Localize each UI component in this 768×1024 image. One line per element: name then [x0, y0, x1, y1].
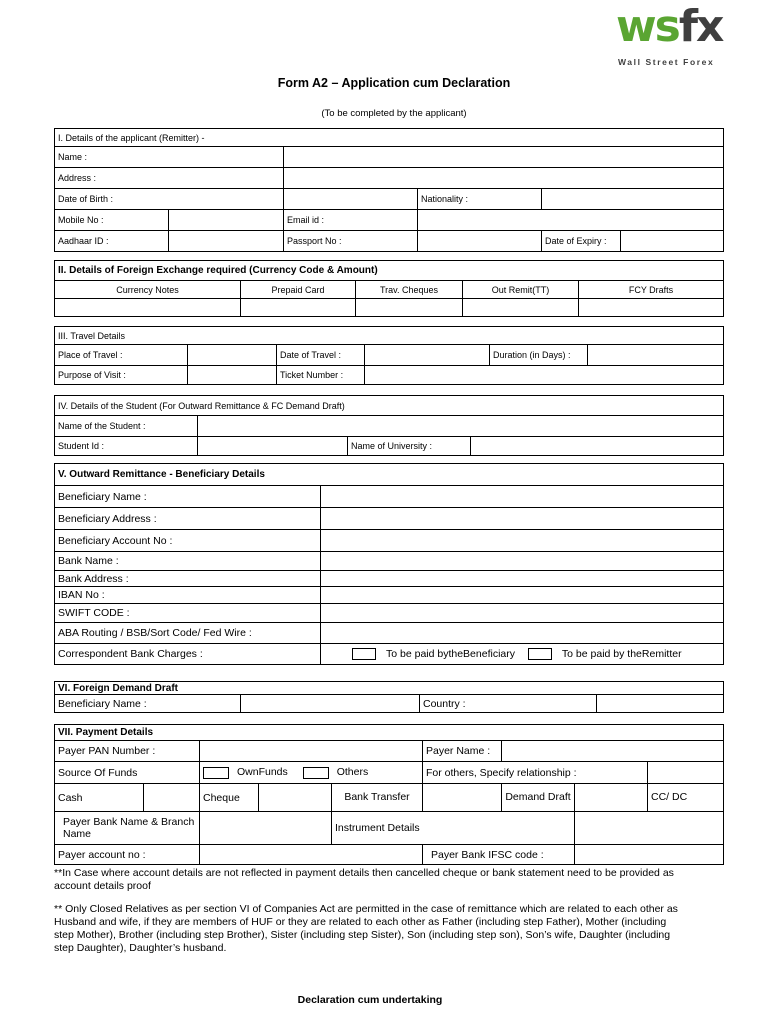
paid-by-remitter-checkbox[interactable]	[528, 648, 552, 660]
payer-name-label: Payer Name :	[423, 741, 502, 762]
purpose-label: Purpose of Visit :	[55, 366, 188, 385]
declaration-heading: Declaration cum undertaking	[297, 994, 443, 1006]
section-payment	[54, 724, 724, 865]
place-field[interactable]	[188, 345, 277, 366]
bank-name-label: Bank Name :	[55, 552, 321, 571]
ifsc-label: Payer Bank IFSC code :	[423, 845, 575, 865]
swift-field[interactable]	[321, 604, 724, 623]
bank-transfer-label: Bank Transfer	[332, 784, 423, 812]
bank-branch-field[interactable]	[200, 812, 332, 845]
beneficiary-name-label: Beneficiary Name :	[55, 486, 321, 508]
fcy-drafts-field[interactable]	[579, 299, 724, 317]
section-student-heading: IV. Details of the Student (For Outward Remittance & FC Demand Draft)	[55, 396, 724, 416]
place-label: Place of Travel :	[55, 345, 188, 366]
account-no-field[interactable]	[200, 845, 423, 865]
aba-routing-label: ABA Routing / BSB/Sort Code/ Fed Wire :	[55, 623, 321, 644]
country-label: Country :	[420, 695, 597, 713]
trav-cheques-field[interactable]	[356, 299, 463, 317]
section-travel-heading: III. Travel Details	[55, 327, 724, 345]
applicant-name-field[interactable]	[284, 147, 724, 168]
country-field[interactable]	[597, 695, 724, 713]
section-payment-heading: VII. Payment Details	[55, 725, 724, 741]
student-id-label: Student Id :	[55, 437, 198, 456]
account-no-label: Payer account no :	[55, 845, 200, 865]
bank-address-field[interactable]	[321, 571, 724, 587]
university-label: Name of University :	[348, 437, 471, 456]
currency-notes-field[interactable]	[55, 299, 241, 317]
nationality-field[interactable]	[542, 189, 724, 210]
section-forex	[54, 260, 724, 317]
wsfx-logo	[616, 1, 734, 67]
out-remit-header: Out Remit(TT)	[463, 281, 579, 299]
passport-field[interactable]	[418, 231, 542, 252]
ticket-field[interactable]	[365, 366, 724, 385]
section-applicant	[54, 128, 724, 252]
logo-tagline: Wall Street Forex	[618, 57, 715, 67]
own-funds-label: OwnFunds	[237, 766, 288, 779]
ifsc-field[interactable]	[575, 845, 724, 865]
bank-charges-options	[321, 644, 724, 665]
iban-label: IBAN No :	[55, 587, 321, 604]
source-funds-label: Source Of Funds	[55, 762, 200, 784]
dob-field[interactable]	[284, 189, 418, 210]
address-label: Address :	[55, 168, 284, 189]
aadhaar-field[interactable]	[169, 231, 284, 252]
aadhaar-label: Aadhaar ID :	[55, 231, 169, 252]
cash-label: Cash	[55, 784, 144, 812]
bank-name-field[interactable]	[321, 552, 724, 571]
specify-relationship-label: For others, Specify relationship :	[423, 762, 648, 784]
aba-routing-field[interactable]	[321, 623, 724, 644]
purpose-field[interactable]	[188, 366, 277, 385]
bank-address-label: Bank Address :	[55, 571, 321, 587]
email-field[interactable]	[418, 210, 724, 231]
section-travel	[54, 326, 724, 385]
beneficiary-name-field[interactable]	[321, 486, 724, 508]
student-name-field[interactable]	[198, 416, 724, 437]
demand-draft-field[interactable]	[575, 784, 648, 812]
out-remit-field[interactable]	[463, 299, 579, 317]
beneficiary-address-field[interactable]	[321, 508, 724, 530]
duration-label: Duration (in Days) :	[490, 345, 588, 366]
passport-label: Passport No :	[284, 231, 418, 252]
dob-label: Date of Birth :	[55, 189, 284, 210]
own-funds-checkbox[interactable]	[203, 767, 229, 779]
swift-label: SWIFT CODE :	[55, 604, 321, 623]
section-beneficiary-heading: V. Outward Remittance - Beneficiary Details	[55, 464, 724, 486]
currency-notes-header: Currency Notes	[55, 281, 241, 299]
instrument-field[interactable]	[575, 812, 724, 845]
paid-by-beneficiary-label: To be paid bytheBeneficiary	[386, 647, 515, 660]
section-applicant-heading: I. Details of the applicant (Remitter) -	[55, 129, 724, 147]
section-forex-heading: II. Details of Foreign Exchange required (Currency Code & Amount)	[55, 261, 724, 281]
student-id-field[interactable]	[198, 437, 348, 456]
duration-field[interactable]	[588, 345, 724, 366]
nationality-label: Nationality :	[418, 189, 542, 210]
prepaid-card-field[interactable]	[241, 299, 356, 317]
ticket-label: Ticket Number :	[277, 366, 365, 385]
mobile-label: Mobile No :	[55, 210, 169, 231]
cc-dc-label: CC/ DC	[648, 784, 724, 812]
pan-field[interactable]	[200, 741, 423, 762]
email-label: Email id :	[284, 210, 418, 231]
travel-date-field[interactable]	[365, 345, 490, 366]
expiry-field[interactable]	[621, 231, 724, 252]
dd-beneficiary-label: Beneficiary Name :	[55, 695, 241, 713]
section-demand-draft	[54, 681, 724, 713]
section-demand-draft-heading: VI. Foreign Demand Draft	[55, 682, 724, 695]
note-closed-relatives: ** Only Closed Relatives as per section VI of Companies Act are permitted in the case of remittance which are related to each other as Husband and wife, if they are members of HUF or they are related to each other as Father (including step Father), Mother (including step Mother), Brother (including step Brother), Sister (including step Sister), Son (including step son), Son’s wife, Daughter (including step Daughter), Daughter’s husband.	[54, 903, 678, 954]
specify-relationship-field[interactable]	[648, 762, 724, 784]
beneficiary-account-field[interactable]	[321, 530, 724, 552]
logo-mark: wsfx	[616, 1, 723, 52]
cash-field[interactable]	[144, 784, 200, 812]
note-account-proof: **In Case where account details are not reflected in payment details then cancelled cheque or bank statement need to be provided as account details proof	[54, 867, 674, 892]
travel-date-label: Date of Travel :	[277, 345, 365, 366]
instrument-label: Instrument Details	[332, 812, 575, 845]
form-title: Form A2 – Application cum Declaration	[277, 76, 511, 90]
beneficiary-account-label: Beneficiary Account No :	[55, 530, 321, 552]
bank-branch-label: Payer Bank Name & Branch Name	[55, 812, 200, 845]
applicant-name-label: Name :	[55, 147, 284, 168]
paid-by-remitter-label: To be paid by theRemitter	[561, 647, 682, 660]
dd-beneficiary-field[interactable]	[241, 695, 420, 713]
others-label: Others	[336, 766, 369, 779]
cheque-field[interactable]	[259, 784, 332, 812]
source-funds-options	[200, 762, 423, 784]
cheque-label: Cheque	[200, 784, 259, 812]
beneficiary-address-label: Beneficiary Address :	[55, 508, 321, 530]
iban-field[interactable]	[321, 587, 724, 604]
bank-transfer-field[interactable]	[423, 784, 502, 812]
section-student	[54, 395, 724, 456]
university-field[interactable]	[471, 437, 724, 456]
demand-draft-label: Demand Draft	[502, 784, 575, 812]
payer-name-field[interactable]	[502, 741, 724, 762]
paid-by-beneficiary-checkbox[interactable]	[352, 648, 376, 660]
section-beneficiary	[54, 463, 724, 665]
fcy-drafts-header: FCY Drafts	[579, 281, 724, 299]
student-name-label: Name of the Student :	[55, 416, 198, 437]
address-field[interactable]	[284, 168, 724, 189]
pan-label: Payer PAN Number :	[55, 741, 200, 762]
bank-charges-label: Correspondent Bank Charges :	[55, 644, 321, 665]
form-subtitle: (To be completed by the applicant)	[321, 108, 467, 119]
trav-cheques-header: Trav. Cheques	[356, 281, 463, 299]
others-checkbox[interactable]	[303, 767, 329, 779]
expiry-label: Date of Expiry :	[542, 231, 621, 252]
mobile-field[interactable]	[169, 210, 284, 231]
prepaid-card-header: Prepaid Card	[241, 281, 356, 299]
